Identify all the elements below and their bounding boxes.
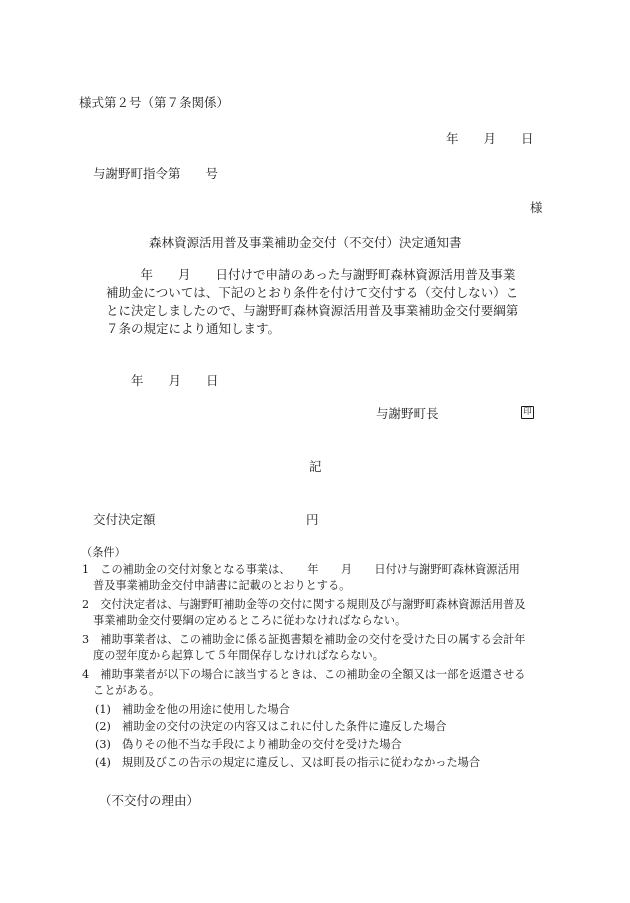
addressee-suffix: 様: [530, 200, 543, 215]
body-line: 年 月 日付けで申請のあった与謝野町森林資源活用普及事業: [128, 267, 516, 282]
date-top: 年 月 日: [446, 131, 534, 146]
date-issue: 年 月 日: [131, 373, 219, 388]
condition-line: 事業補助金交付要綱の定めるところに従わなければならない。: [93, 614, 407, 627]
condition-line: 2 交付決定者は、与謝野町補助金等の交付に関する規則及び与謝野町森林資源活用普及: [82, 598, 526, 611]
issuer: 与謝野町長: [376, 406, 439, 421]
doc-number: 与謝野町指令第 号: [93, 166, 219, 181]
condition-line: 4 補助事業者が以下の場合に該当するときは、この補助金の全額又は一部を返還させる: [82, 668, 526, 681]
conditions-heading: （条件）: [81, 546, 126, 559]
condition-sub-item: (1) 補助金を他の用途に使用した場合: [95, 703, 290, 716]
condition-line: 度の翌年度から起算して５年間保存しなければならない。: [93, 649, 384, 662]
document-title: 森林資源活用普及事業補助金交付（不交付）決定通知書: [149, 235, 462, 250]
condition-line: 1 この補助金の交付対象となる事業は、 年 月 日付け与謝野町森林資源活用: [82, 563, 520, 576]
body-line: ７条の規定により通知します。: [106, 321, 281, 336]
condition-sub-item: (3) 偽りその他不当な手段により補助金の交付を受けた場合: [95, 738, 402, 751]
body-line: 補助金については、下記のとおり条件を付けて交付する（交付しない）こ: [106, 285, 519, 300]
grant-amount-label: 交付決定額: [93, 512, 156, 527]
condition-line: ことがある。: [93, 684, 161, 697]
condition-sub-item: (2) 補助金の交付の決定の内容又はこれに付した条件に違反した場合: [95, 720, 447, 733]
ki-heading: 記: [309, 459, 322, 474]
non-grant-reason-label: （不交付の理由）: [99, 793, 200, 808]
seal-mark: 印: [521, 406, 534, 419]
form-label: 様式第２号（第７条関係）: [79, 95, 230, 110]
condition-sub-item: (4) 規則及びこの告示の規定に違反し、又は町長の指示に従わなかった場合: [95, 756, 481, 769]
condition-line: 普及事業補助金交付申請書に記載のとおりとする。: [93, 579, 351, 592]
condition-line: 3 補助事業者は、この補助金に係る証拠書類を補助金の交付を受けた日の属する会計年: [82, 633, 526, 646]
yen-unit: 円: [306, 512, 319, 527]
body-line: とに決定しましたので、与謝野町森林資源活用普及事業補助金交付要綱第: [106, 303, 519, 318]
